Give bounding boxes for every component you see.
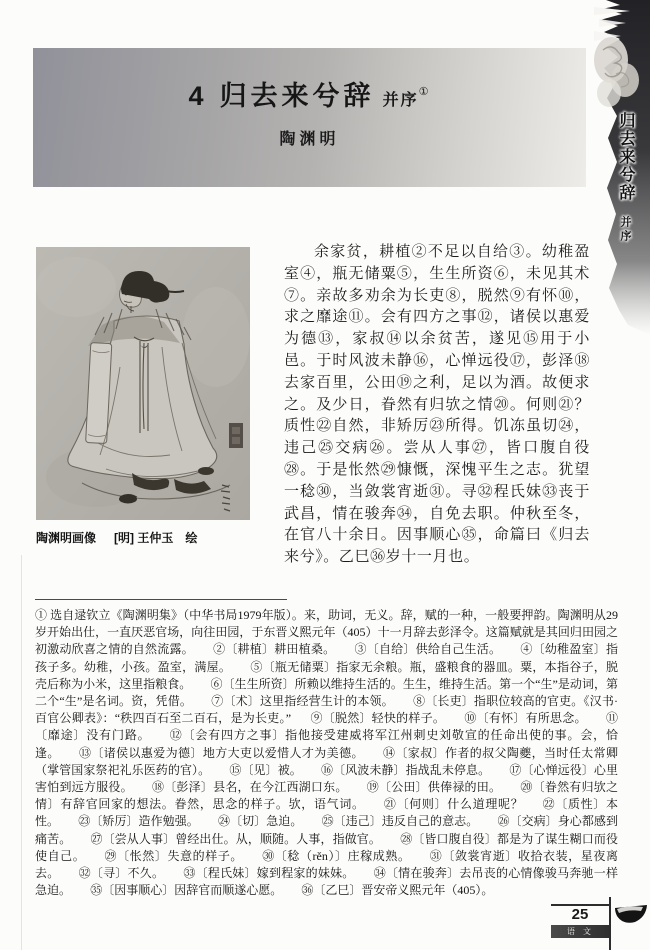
- footnote-22: ㉒〔质性〕本性。: [35, 797, 618, 829]
- footnote-17: ⑰〔心惮远役〕心里害怕到远方服役。: [35, 762, 618, 795]
- footnote-11: ⑪〔靡途〕没有门路。: [35, 711, 618, 743]
- footnote-12: ⑫〔会有四方之事〕指他接受建威将军江州刺史刘敬宣的任命出使的事。会，恰逢。: [35, 728, 618, 760]
- author-name: 陶渊明: [279, 131, 340, 148]
- footnote-16: ⑯〔风波未静〕指战乱未停息。: [321, 762, 491, 777]
- footnote-33: ㉝〔程氏妹〕嫁到程家的妹妹。: [183, 866, 355, 881]
- footnote-32: ㉜〔寻〕不久。: [78, 866, 165, 881]
- footnote-35: ㉟〔因事顺心〕因辞官而顺遂心愿。: [90, 883, 283, 898]
- body-text: 余家贫，耕植②不足以自给③。幼稚盈室④，瓶无储粟⑤，生生所资⑥，未见其术⑦。亲故多劝余为长吏⑧，脱然⑨有怀⑩，求之靡途⑪。会有四方之事⑫，诸侯以惠爱为德⑬，家叔⑭以余贫苦，遂见⑮用于小邑。于时风波未静⑯，心惮远役⑰，彭泽⑱去家百里，公田⑲之利，足以为酒。故便求之。及少日，眷然有归欤之情⑳。何则㉑？质性㉒自然，非矫厉㉓所得。饥冻虽切㉔，违己㉕交病㉖。尝从人事㉗，皆口腹自役㉘。于是怅然㉙慷慨，深愧平生之志。犹望一稔㉚，当敛裳宵逝㉛。寻㉜程氏妹㉝丧于武昌，情在骏奔㉞，自免去职。仲秋至冬，在官八十余日。因事顺心㉟，命篇曰《归去来兮》。乙巳㊱岁十一月也。: [284, 244, 590, 566]
- lesson-subtitle-text: 并序: [382, 92, 419, 109]
- footnote-30: ㉚〔稔（rěn）〕庄稼成熟。: [262, 848, 411, 863]
- footnote-28: ㉘〔皆口腹自役〕都是为了谋生糊口而役使自己。: [35, 831, 618, 863]
- footnote-20: ⑳〔眷然有归欤之情〕有辞官回家的想法。眷然，思念的样子。欤，语气词。: [35, 780, 618, 812]
- footnote-9: ⑨〔脱然〕轻快的样子。: [310, 711, 446, 726]
- portrait-figure: [36, 247, 250, 520]
- footnote-7: ⑦〔术〕这里指经营生计的本领。: [211, 694, 394, 709]
- footnote-15: ⑮〔见〕被。: [229, 762, 302, 777]
- footnote-25: ㉕〔违己〕违反自己的意志。: [321, 814, 479, 829]
- footnote-27: ㉗〔尝从人事〕曾经出仕。从，顺随。人事，指做官。: [90, 831, 381, 846]
- footnote-18: ⑱〔彭泽〕县名，在今江西湖口东。: [151, 780, 348, 795]
- subject-badge: 语文: [551, 925, 609, 938]
- footnote-24: ㉔〔切〕急迫。: [218, 814, 303, 829]
- footnote-divider: [35, 599, 287, 600]
- footnote-8: ⑧〔长吏〕指职位较高的官吏。《汉书·百官公卿表》：“秩四百石至二百石，是为长吏。”: [35, 694, 618, 726]
- taoyuanming-portrait: [36, 247, 250, 520]
- footnote-34: ㉞〔情在骏奔〕去吊丧的心情像骏马奔驰一样急迫。: [35, 866, 618, 898]
- ink-mark: [614, 902, 648, 926]
- footnote-14: ⑭〔家叔〕作者的叔父陶夔，当时任太常卿（掌管国家祭祀礼乐医药的官）。: [35, 745, 618, 777]
- footnote-19: ⑲〔公田〕供俸禄的田。: [366, 780, 502, 795]
- caption-credit: [明] 王仲玉 绘: [114, 531, 198, 545]
- lesson-subtitle: [382, 86, 431, 109]
- footnote-26: ㉖〔交病〕身心都感到痛苦。: [35, 814, 618, 846]
- footnote-13: ⑬〔诸侯以惠爱为德〕地方大吏以爱惜人才为美德。: [78, 745, 364, 760]
- footnotes: [35, 607, 618, 899]
- figure-caption: [36, 529, 296, 546]
- footnote-36: ㊱〔乙巳〕晋安帝义熙元年（405）。: [301, 883, 494, 898]
- footnote-31: ㉛〔敛裳宵逝〕收拾衣装，星夜离去。: [35, 848, 618, 881]
- footnote-23: ㉓〔矫厉〕造作勉强。: [78, 814, 199, 829]
- lesson-title: 归去来兮辞: [219, 81, 375, 111]
- footnote-6: ⑥〔生生所资〕所赖以维持生活的。生生，维持生活。第一个“生”是动词，第二个“生”是名词。资，凭借。: [35, 676, 618, 709]
- footnote-3: ③〔自给〕供给自己生活。: [354, 642, 502, 657]
- title-footnote-ref: ①: [418, 86, 431, 98]
- header-band: [33, 48, 586, 187]
- footnote-2: ②〔耕植〕耕田植桑。: [213, 642, 336, 657]
- footnote-4: ④〔幼稚盈室〕指孩子多。幼稚，小孩。盈室，满屋。: [35, 642, 618, 674]
- edge-tab-title: 归去来兮辞: [617, 112, 634, 202]
- footnote-5: ⑤〔瓶无储粟〕指家无余粮。瓶，盛粮食的器皿。粟，本指谷子，脱壳后称为小米，这里指粮食。: [35, 659, 618, 691]
- caption-title: 陶渊明画像: [36, 531, 97, 545]
- page-number: 25: [571, 906, 589, 923]
- edge-tab-subtitle: 并序: [619, 216, 631, 244]
- footnote-21: ㉑〔何则〕什么道理呢？: [383, 797, 524, 812]
- footnote-29: ㉙〔怅然〕失意的样子。: [104, 848, 244, 863]
- page-title: [33, 74, 586, 113]
- footer-vertical-line: [609, 897, 611, 950]
- page-gutter-line: [21, 555, 22, 950]
- edge-tab: [594, 0, 650, 335]
- footnote-10: ⑩〔有怀〕有所思念。: [464, 711, 587, 726]
- lesson-number: 4: [188, 81, 204, 111]
- footnote-1: ① 选自逯钦立《陶渊明集》（中华书局1979年版）。来，助词，无义。辞，赋的一种，一般要押韵。陶渊明从29岁开始出仕，一直厌恶官场，向往田园，于东晋义熙元年（405）十一月辞去彭泽令。这篇赋就是其回归田园之初激动欣喜之情的自然流露。: [35, 608, 618, 657]
